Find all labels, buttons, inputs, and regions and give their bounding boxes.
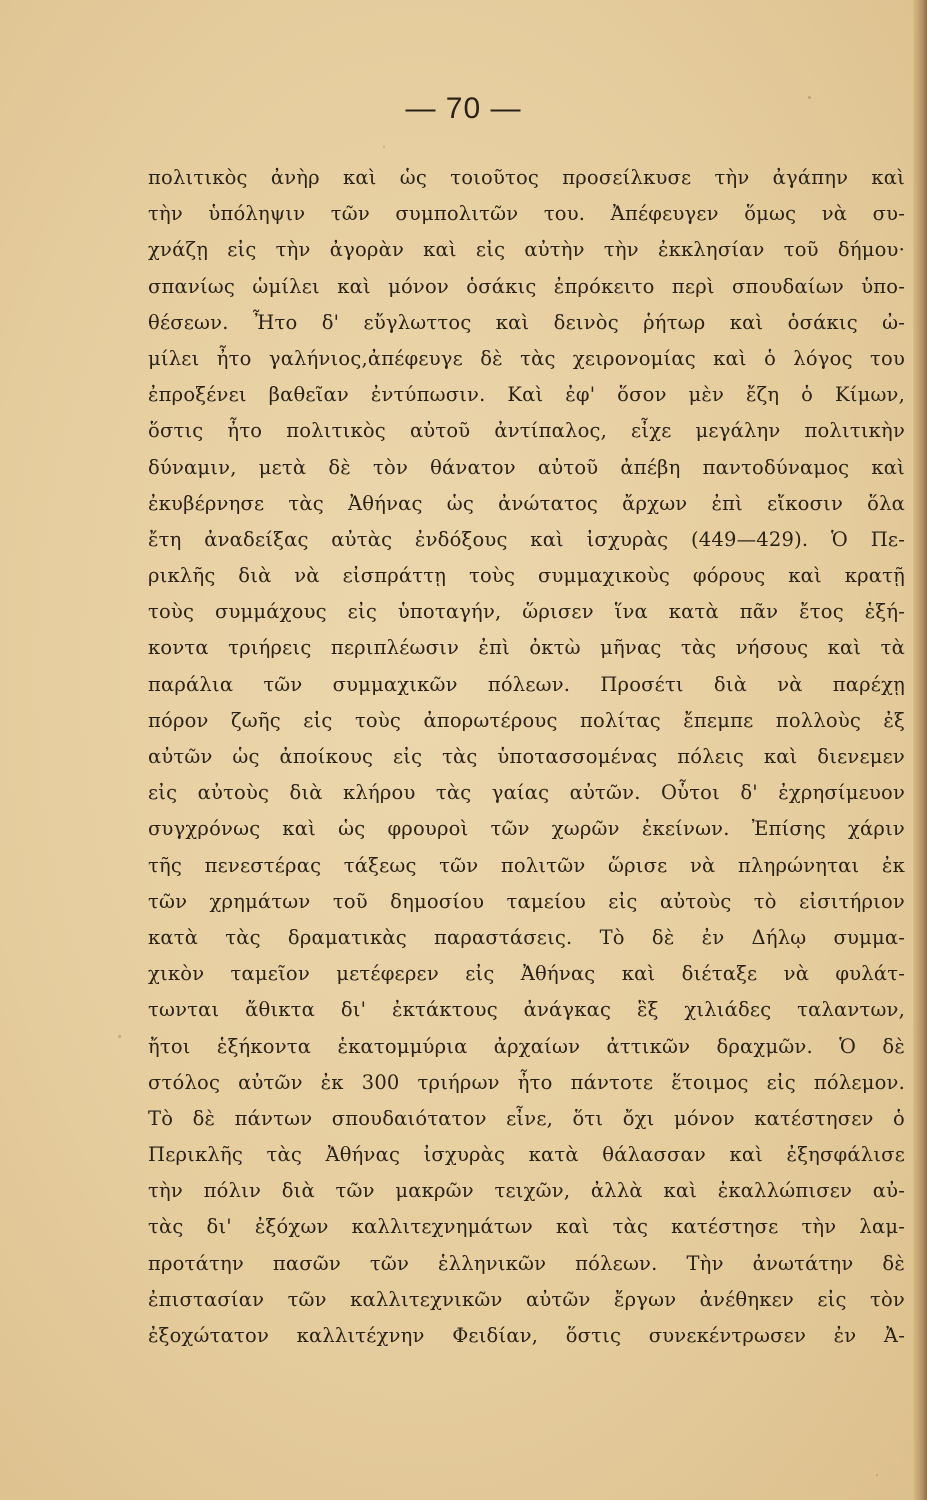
text-line: ἐξοχώτατον καλλιτέχνην Φειδίαν, ὅστις συνεκέντρωσεν ἐν Ἀ- <box>148 1324 905 1347</box>
text-line: ὅστις ἦτο πολιτικὸς αὐτοῦ ἀντίπαλος, εἶχε μεγάλην πολιτικὴν <box>148 419 905 443</box>
text-line: πολιτικὸς ἀνὴρ καὶ ὡς τοιοῦτος προσείλκυσε τὴν ἀγάπην καὶ <box>148 166 905 189</box>
text-line: συγχρόνως καὶ ὡς φρουροὶ τῶν χωρῶν ἐκείνων. Ἐπίσης χάριν <box>148 817 905 841</box>
paper-speck <box>118 1035 121 1038</box>
text-line: μίλει ἦτο γαλήνιος,ἀπέφευγε δὲ τὰς χειρονομίας καὶ ὁ λόγος του <box>148 346 905 370</box>
text-line: τὰς δι' ἐξόχων καλλιτεχνημάτων καὶ τὰς κατέστησε τὴν λαμ- <box>148 1215 905 1239</box>
text-line: αὐτῶν ὡς ἀποίκους εἰς τὰς ὑποτασσομένας πόλεις καὶ διενεμεν <box>148 745 905 768</box>
text-line: παράλια τῶν συμμαχικῶν πόλεων. Προσέτι διὰ νὰ παρέχῃ <box>148 672 905 696</box>
text-line: τωνται ἄθικτα δι' ἐκτάκτους ἀνάγκας ἓξ χιλιάδες ταλαντων, <box>148 998 905 1022</box>
text-line: δύναμιν, μετὰ δὲ τὸν θάνατον αὐτοῦ ἀπέβη παντοδύναμος καὶ <box>148 455 905 479</box>
text-line: κοντα τριήρεις περιπλέωσιν ἐπὶ ὀκτὼ μῆνας τὰς νήσους καὶ τὰ <box>148 636 905 660</box>
text-line: ἤτοι ἑξήκοντα ἑκατομμύρια ἀρχαίων ἀττικῶν δραχμῶν. Ὁ δὲ <box>148 1034 905 1058</box>
text-line: χνάζῃ εἰς τὴν ἀγορὰν καὶ εἰς αὐτὴν τὴν ἐκκλησίαν τοῦ δήμου· <box>148 238 905 262</box>
paper-speck <box>876 1474 878 1476</box>
text-line: κατὰ τὰς δραματικὰς παραστάσεις. Τὸ δὲ ἐν Δήλῳ συμμα- <box>148 925 905 949</box>
text-line: τὴν πόλιν διὰ τῶν μακρῶν τειχῶν, ἀλλὰ καὶ ἐκαλλώπισεν αὐ- <box>148 1179 905 1203</box>
text-line: τῆς πενεστέρας τάξεως τῶν πολιτῶν ὥρισε νὰ πληρώνηται ἐκ <box>148 853 905 877</box>
page-body-text <box>148 160 905 1354</box>
paper-speck <box>383 146 385 148</box>
text-line: ἔτη ἀναδείξας αὐτὰς ἐνδόξους καὶ ἰσχυρὰς (449—429). Ὁ Πε- <box>148 527 905 551</box>
text-line: Περικλῆς τὰς Ἀθήνας ἰσχυρὰς κατὰ θάλασσαν καὶ ἐξησφάλισε <box>148 1143 905 1167</box>
text-line: χικὸν ταμεῖον μετέφερεν εἰς Ἀθήνας καὶ διέταξε νὰ φυλάτ- <box>148 962 905 986</box>
text-line: ἐπροξένει βαθεῖαν ἐντύπωσιν. Καὶ ἐφ' ὅσον μὲν ἔζη ὁ Κίμων, <box>148 383 905 407</box>
text-line: ἐκυβέρνησε τὰς Ἀθήνας ὡς ἀνώτατος ἄρχων ἐπὶ εἴκοσιν ὅλα <box>148 491 905 515</box>
text-line: τὴν ὑπόληψιν τῶν συμπολιτῶν του. Ἀπέφευγεν ὅμως νὰ συ- <box>148 202 905 226</box>
text-line: ρικλῆς διὰ νὰ εἰσπράττῃ τοὺς συμμαχικοὺς φόρους καὶ κρατῇ <box>148 564 905 588</box>
text-line: τοὺς συμμάχους εἰς ὑποταγήν, ὥρισεν ἵνα κατὰ πᾶν ἔτος ἑξή- <box>148 600 905 624</box>
text-line: στόλος αὐτῶν ἐκ 300 τριήρων ἦτο πάντοτε ἕτοιμος εἰς πόλεμον. <box>148 1070 905 1094</box>
text-line: προτάτην πασῶν τῶν ἑλληνικῶν πόλεων. Τὴν ἀνωτάτην δὲ <box>148 1251 905 1275</box>
text-line: τῶν χρημάτων τοῦ δημοσίου ταμείου εἰς αὐτοὺς τὸ εἰσιτήριον <box>148 889 905 913</box>
text-line: πόρον ζωῆς εἰς τοὺς ἀπορωτέρους πολίτας ἔπεμπε πολλοὺς ἐξ <box>148 708 905 732</box>
paper-speck <box>808 96 811 99</box>
text-line: θέσεων. Ἦτο δ' εὔγλωττος καὶ δεινὸς ῥήτωρ καὶ ὁσάκις ὠ- <box>148 310 905 334</box>
text-line: ἐπιστασίαν τῶν καλλιτεχνικῶν αὐτῶν ἔργων ἀνέθηκεν εἰς τὸν <box>148 1287 905 1311</box>
text-line: εἰς αὐτοὺς διὰ κλήρου τὰς γαίας αὐτῶν. Οὗτοι δ' ἐχρησίμευον <box>148 781 905 805</box>
text-line: σπανίως ὡμίλει καὶ μόνον ὁσάκις ἐπρόκειτο περὶ σπουδαίων ὑπο- <box>148 274 905 298</box>
page-number: — 70 — <box>405 92 522 125</box>
page-edge-shadow <box>913 0 927 1500</box>
text-line: Τὸ δὲ πάντων σπουδαιότατον εἶνε, ὅτι ὄχι μόνον κατέστησεν ὁ <box>148 1106 905 1130</box>
